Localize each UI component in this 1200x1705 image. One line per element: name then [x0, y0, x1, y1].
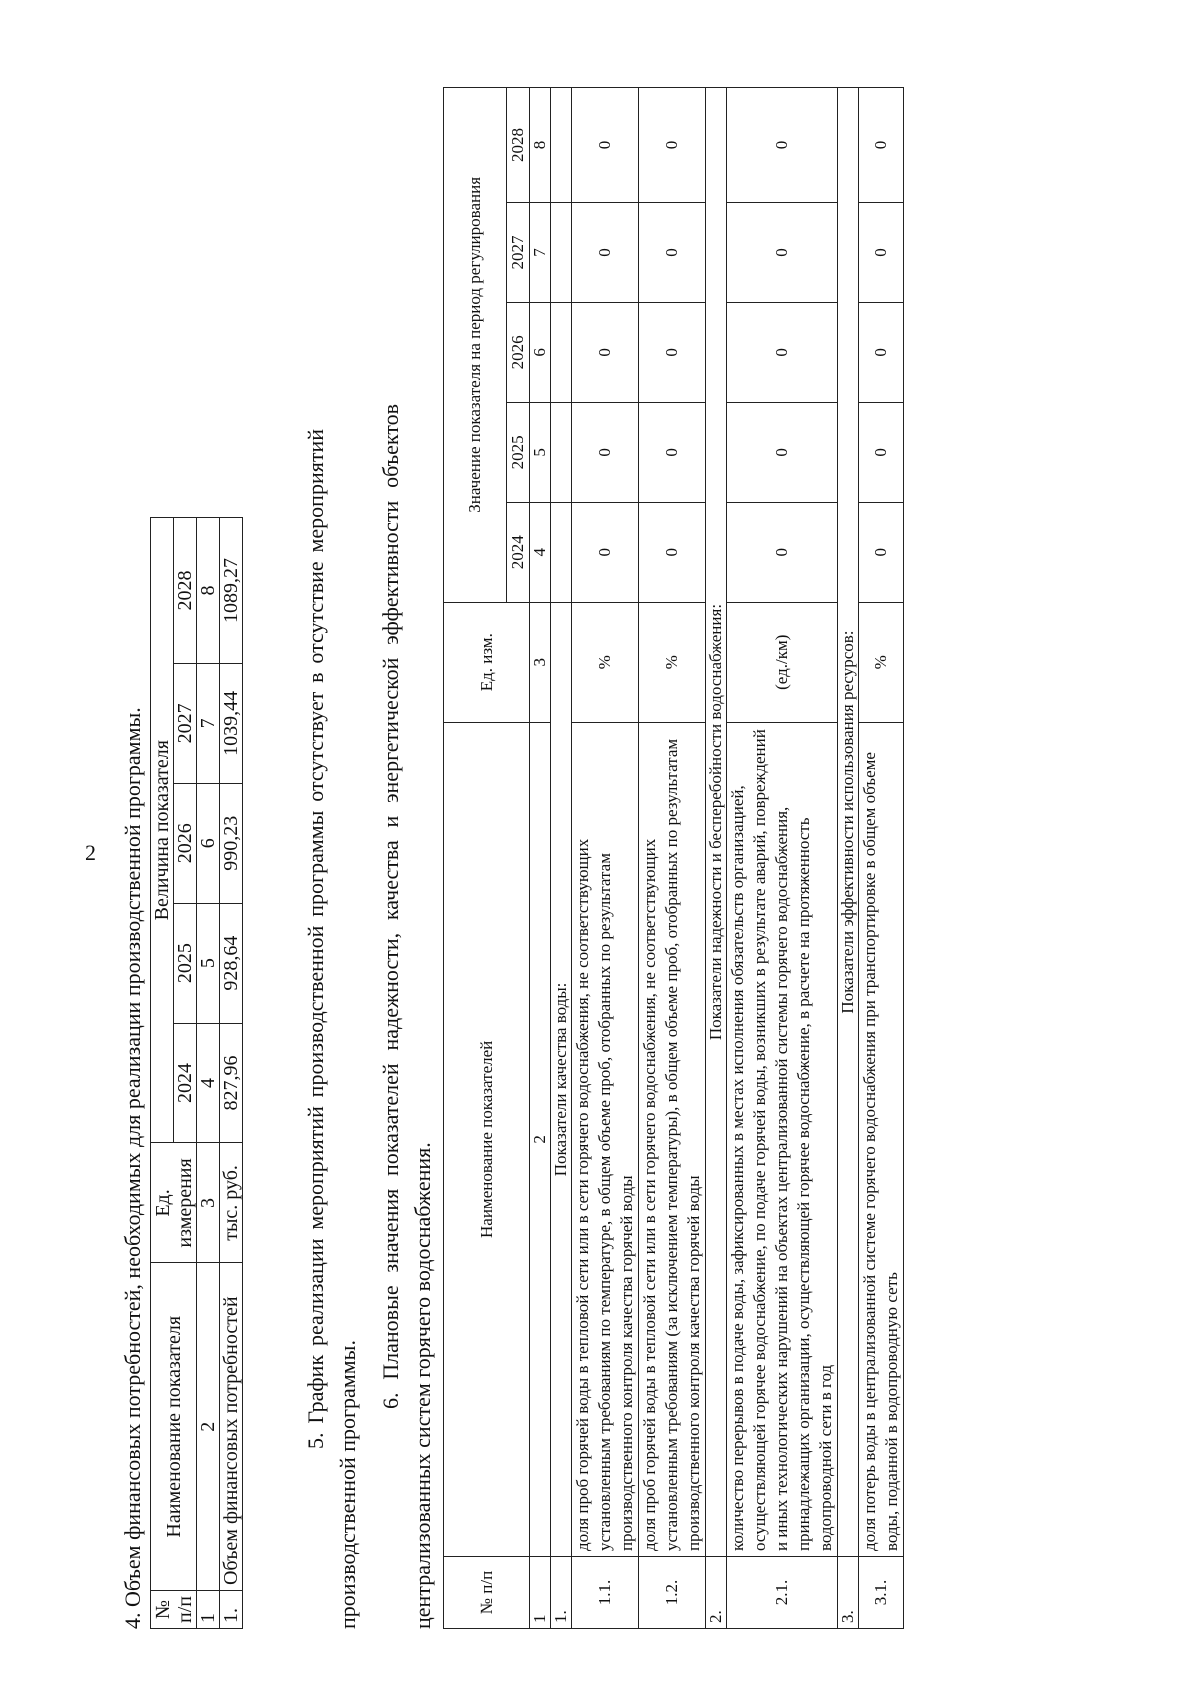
- header-no: № п/п: [151, 1591, 197, 1629]
- index-cell: 3: [197, 1143, 220, 1263]
- row-value: 827,96: [220, 1023, 243, 1143]
- header-unit: Ед. изм.: [444, 602, 530, 722]
- row-value: 990,23: [220, 783, 243, 903]
- header-name: Наименование показателя: [151, 1263, 197, 1591]
- table-row: [220, 518, 243, 1629]
- year-cell: 2028: [507, 88, 530, 203]
- page-number: 2: [85, 840, 96, 865]
- table-index-row: [530, 88, 551, 1629]
- index-cell: 4: [197, 1023, 220, 1143]
- section-title: Показатели качества воды:: [551, 602, 572, 1556]
- year-cell: 2026: [507, 302, 530, 402]
- index-cell: 7: [197, 663, 220, 783]
- table-index-row: [197, 518, 220, 1629]
- row-no: 1.: [220, 1591, 243, 1629]
- index-cell: 7: [530, 203, 551, 303]
- year-cell: 2026: [174, 783, 197, 903]
- table-header-row: [444, 88, 507, 1629]
- year-cell: 2024: [174, 1023, 197, 1143]
- row-value: 928,64: [220, 903, 243, 1023]
- row-value: 0: [727, 203, 838, 303]
- index-cell: 6: [530, 302, 551, 402]
- index-cell: 2: [530, 722, 551, 1556]
- row-value: 0: [727, 88, 838, 203]
- index-cell: 5: [530, 402, 551, 502]
- year-cell: 2028: [174, 518, 197, 664]
- header-unit: Ед. измерения: [151, 1143, 197, 1263]
- table-row: [727, 88, 838, 1629]
- row-name: доля проб горячей воды в тепловой сети или в сети горячего водоснабжения, не соответствующих установленным требованиям (за исключением температуры), в общем объеме проб, отобранных по результатам производственного контроля качества горячей воды: [639, 722, 706, 1556]
- table-row: [572, 88, 639, 1629]
- index-cell: 1: [197, 1591, 220, 1629]
- row-value: 0: [572, 502, 639, 602]
- row-value: 0: [639, 203, 706, 303]
- year-cell: 2025: [507, 402, 530, 502]
- table-header-row: [151, 518, 174, 1629]
- year-cell: 2027: [174, 663, 197, 783]
- row-value: 1089,27: [220, 518, 243, 664]
- row-name: Объем финансовых потребностей: [220, 1263, 243, 1591]
- row-value: 0: [572, 88, 639, 203]
- row-unit: (ед./км): [727, 602, 838, 722]
- row-value: 0: [859, 203, 904, 303]
- row-value: 0: [639, 502, 706, 602]
- index-cell: 3: [530, 602, 551, 722]
- index-cell: 5: [197, 903, 220, 1023]
- index-cell: 2: [197, 1263, 220, 1591]
- header-value-group: Значение показателя на период регулирования: [444, 88, 507, 603]
- row-value: 1039,44: [220, 663, 243, 783]
- row-name: доля проб горячей воды в тепловой сети или в сети горячего водоснабжения, не соответствующих установленным требованиям по температуре, в общем объеме проб, отобранных по результатам производственного контроля качества горячей воды: [572, 722, 639, 1556]
- row-value: 0: [572, 402, 639, 502]
- row-no: 2.1.: [727, 1557, 838, 1629]
- table-row: [639, 88, 706, 1629]
- section-row: [706, 88, 727, 1629]
- section-5-text: 5. График реализации мероприятий производственной программы отсутствует в отсутствие мероприятий производственной программы.: [303, 429, 360, 1629]
- row-no: 1.1.: [572, 1557, 639, 1629]
- row-value: 0: [859, 302, 904, 402]
- section-title: Показатели эффективности использования ресурсов:: [838, 88, 859, 1557]
- section-row: [551, 88, 572, 1629]
- row-value: 0: [859, 88, 904, 203]
- row-value: 0: [639, 88, 706, 203]
- row-name: количество перерывов в подаче воды, зафиксированных в местах исполнения обязательств организацией, осуществляющей горячее водоснабжение, по подаче горячей воды, возникших в результате аварий, повреждений и иных технологических нарушений на объектах централизованной системы горячего водоснабжения, принадлежащих организации, осуществляющей горячее водоснабжение, в расчете на протяженность водопроводной сети в год: [727, 722, 838, 1556]
- row-value: 0: [859, 402, 904, 502]
- row-value: 0: [639, 402, 706, 502]
- indicators-table: [443, 87, 904, 1629]
- financial-needs-table: [150, 517, 243, 1629]
- row-value: 0: [727, 502, 838, 602]
- document-body: [0, 77, 1200, 1637]
- year-cell: 2025: [174, 903, 197, 1023]
- table-row: [859, 88, 904, 1629]
- index-cell: 8: [530, 88, 551, 203]
- row-value: 0: [727, 302, 838, 402]
- header-value-group: Величина показателя: [151, 518, 174, 1143]
- row-unit: %: [639, 602, 706, 722]
- section-row: [838, 88, 859, 1629]
- section-no: 1.: [551, 1557, 572, 1629]
- row-no: 3.1.: [859, 1557, 904, 1629]
- year-cell: 2024: [507, 502, 530, 602]
- row-name: доля потерь воды в централизованной системе горячего водоснабжения при транспортировке в общем объеме воды, поданной в водопроводную сеть: [859, 722, 904, 1556]
- section-no: 3.: [838, 1557, 859, 1629]
- row-unit: %: [859, 602, 904, 722]
- row-unit: %: [572, 602, 639, 722]
- index-cell: 8: [197, 518, 220, 664]
- year-cell: 2027: [507, 203, 530, 303]
- header-no: № п/п: [444, 1557, 530, 1629]
- index-cell: 4: [530, 502, 551, 602]
- row-no: 1.2.: [639, 1557, 706, 1629]
- index-cell: 6: [197, 783, 220, 903]
- row-value: 0: [859, 502, 904, 602]
- section-no: 2.: [706, 1557, 727, 1629]
- header-name: Наименование показателей: [444, 722, 530, 1556]
- row-value: 0: [727, 402, 838, 502]
- row-value: 0: [639, 302, 706, 402]
- row-value: 0: [572, 203, 639, 303]
- section-6-title: 6. Плановые значения показателей надежности, качества и энергетической эффективности объектов централизованных систем горячего водоснабжения.: [378, 404, 435, 1629]
- row-value: 0: [572, 302, 639, 402]
- section-title: Показатели надежности и бесперебойности водоснабжения:: [706, 88, 727, 1557]
- row-unit: тыс. руб.: [220, 1143, 243, 1263]
- index-cell: 1: [530, 1557, 551, 1629]
- section-4-title: 4. Объем финансовых потребностей, необходимых для реализации производственной программы.: [120, 707, 145, 1629]
